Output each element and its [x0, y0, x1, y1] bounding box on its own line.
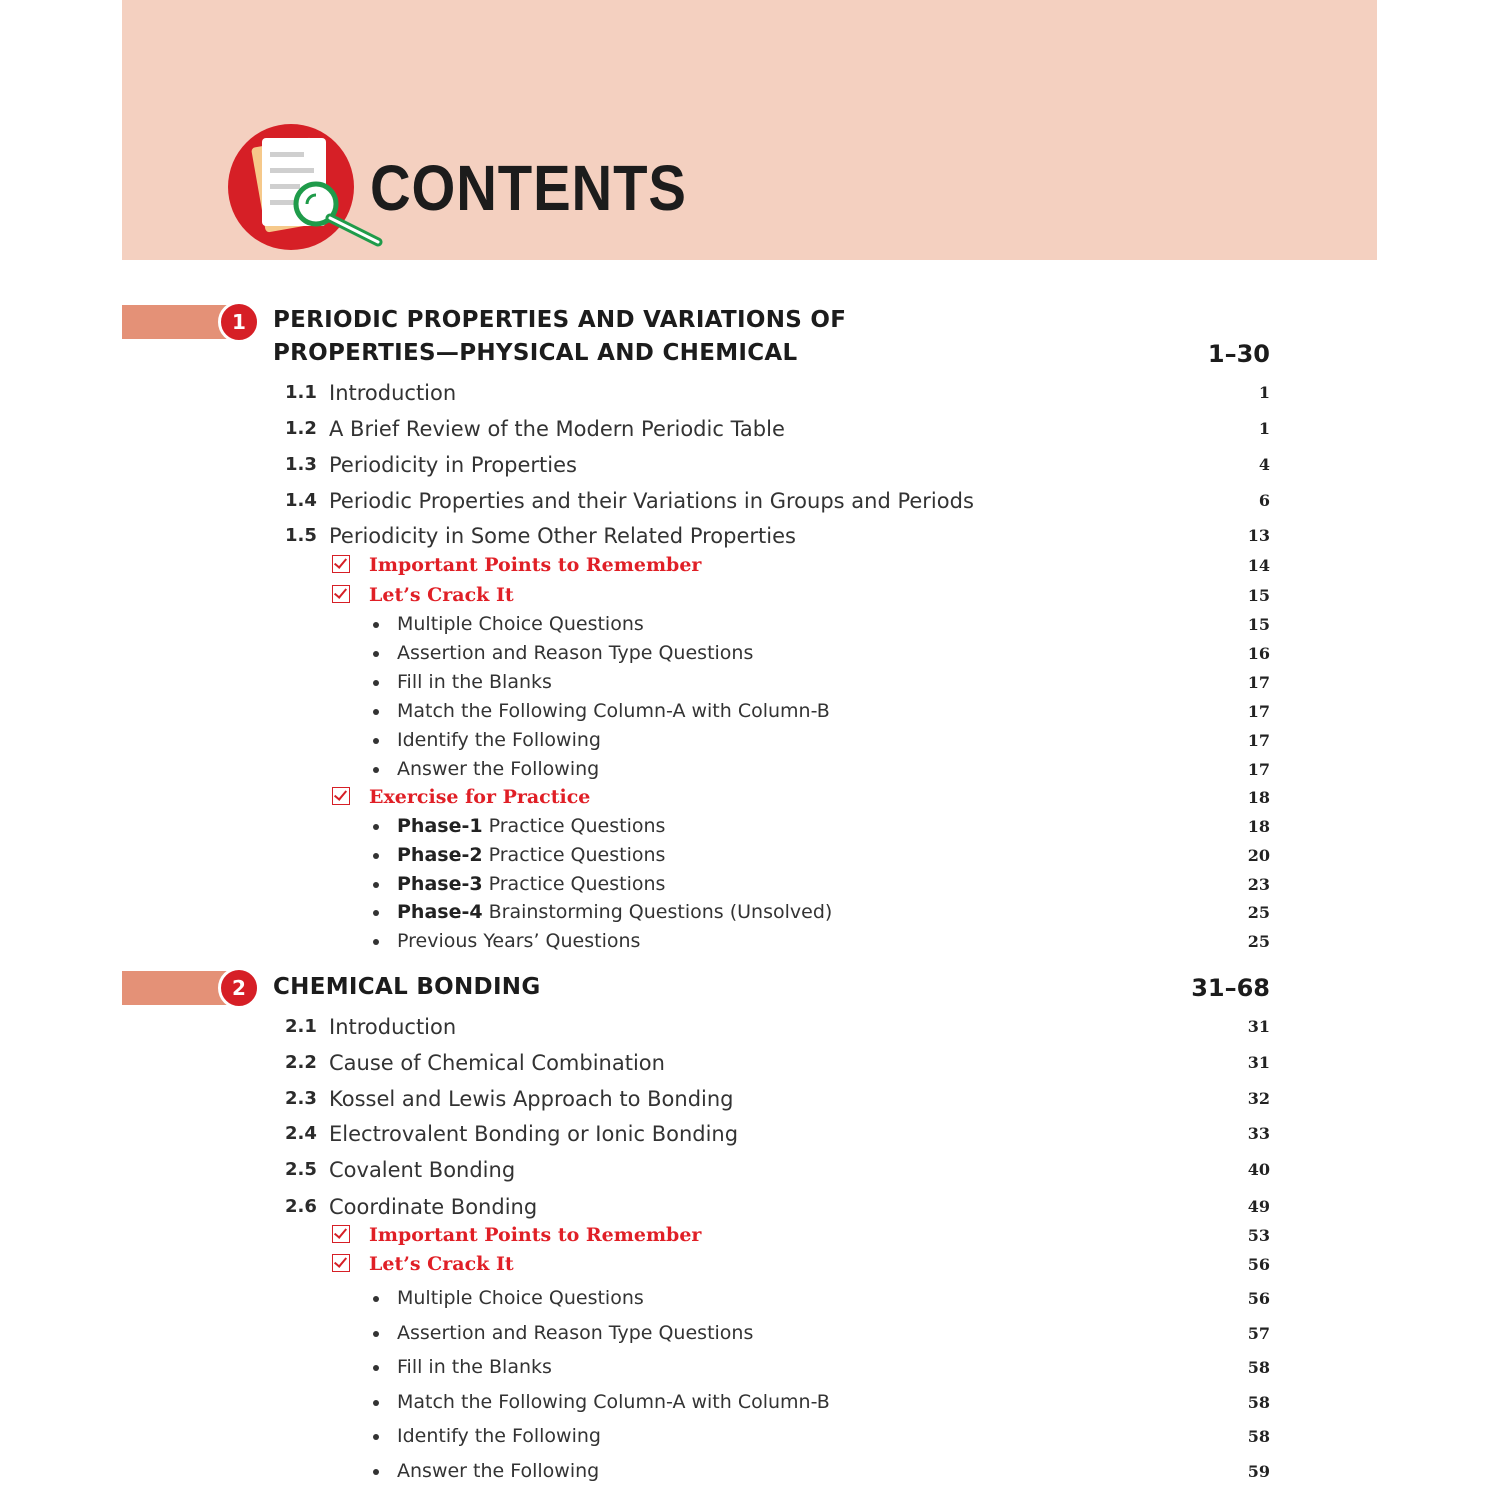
toc-highlight-row[interactable]	[0, 551, 1500, 581]
page-number: 59	[1247, 1462, 1270, 1481]
chapter-number-badge: 1	[218, 301, 260, 343]
section-title: Covalent Bonding	[329, 1158, 516, 1182]
sub-title	[397, 898, 832, 926]
chapter-pages: 31–68	[1191, 974, 1270, 1002]
sub-title: Identify the Following	[397, 729, 601, 751]
sub-title: Match the Following Column-A with Column-B	[397, 700, 830, 722]
section-number: 2.2	[285, 1052, 317, 1073]
page-number: 25	[1247, 932, 1270, 951]
checkbox-icon	[332, 555, 350, 573]
sub-title: Fill in the Blanks	[397, 671, 552, 693]
section-title: Periodic Properties and their Variations in Groups and Periods	[329, 489, 974, 513]
page-number: 20	[1247, 846, 1270, 865]
toc-section-row[interactable]	[0, 450, 1500, 480]
bullet-icon	[373, 1331, 379, 1337]
bullet-icon	[373, 709, 379, 715]
page-number: 17	[1247, 702, 1270, 721]
page-number: 57	[1247, 1324, 1270, 1343]
section-number: 2.3	[285, 1088, 317, 1109]
toc-sub-row[interactable]	[0, 870, 1500, 900]
bullet-icon	[373, 1434, 379, 1440]
sub-title	[397, 812, 665, 840]
sub-title: Multiple Choice Questions	[397, 1287, 644, 1309]
page-number: 1	[1258, 419, 1270, 438]
toc-section-row[interactable]	[0, 486, 1500, 516]
page-number: 13	[1247, 526, 1270, 545]
checkbox-icon	[332, 585, 350, 603]
section-number: 2.5	[285, 1159, 317, 1180]
sub-title: Match the Following Column-A with Column-B	[397, 1391, 830, 1413]
page-number: 15	[1247, 586, 1270, 605]
bullet-icon	[373, 680, 379, 686]
section-title: Kossel and Lewis Approach to Bonding	[329, 1087, 734, 1111]
highlight-title: Important Points to Remember	[369, 1224, 702, 1246]
toc-section-row[interactable]	[0, 1012, 1500, 1042]
toc-sub-row[interactable]	[0, 726, 1500, 756]
toc-sub-row[interactable]	[0, 755, 1500, 785]
sub-title	[397, 870, 665, 898]
toc-section-row[interactable]	[0, 1084, 1500, 1114]
sub-title: Assertion and Reason Type Questions	[397, 1322, 754, 1344]
page-number: 32	[1247, 1089, 1270, 1108]
page-number: 31	[1247, 1053, 1270, 1072]
bullet-icon	[373, 1400, 379, 1406]
sub-title: Previous Years’ Questions	[397, 930, 641, 952]
toc-sub-row[interactable]	[0, 668, 1500, 698]
toc-highlight-row[interactable]	[0, 581, 1500, 611]
bullet-icon	[373, 939, 379, 945]
checkbox-icon	[332, 1254, 350, 1272]
toc-sub-row[interactable]	[0, 1319, 1500, 1349]
sub-title	[397, 841, 665, 869]
bullet-icon	[373, 853, 379, 859]
sub-title: Multiple Choice Questions	[397, 613, 644, 635]
page-number: 49	[1247, 1197, 1270, 1216]
bullet-icon	[373, 651, 379, 657]
toc-sub-row[interactable]	[0, 1422, 1500, 1452]
bullet-icon	[373, 1296, 379, 1302]
page-number: 53	[1247, 1226, 1270, 1245]
chapter-title-line2: PROPERTIES—PHYSICAL AND CHEMICAL	[273, 340, 798, 366]
page-number: 16	[1247, 644, 1270, 663]
toc-sub-row[interactable]	[0, 697, 1500, 727]
sub-title: Answer the Following	[397, 1460, 600, 1482]
section-number: 1.4	[285, 490, 317, 511]
toc-sub-row[interactable]	[0, 610, 1500, 640]
page-number: 6	[1258, 491, 1270, 510]
toc-sub-row[interactable]	[0, 1284, 1500, 1314]
checkbox-icon	[332, 1225, 350, 1243]
chapter-title-line1: CHEMICAL BONDING	[273, 974, 541, 1000]
phase-label: Phase-3	[397, 873, 483, 895]
phase-label: Phase-1	[397, 815, 483, 837]
toc-sub-row[interactable]	[0, 639, 1500, 669]
sub-title: Assertion and Reason Type Questions	[397, 642, 754, 664]
bullet-icon	[373, 738, 379, 744]
page-number: 15	[1247, 615, 1270, 634]
phase-title: Practice Questions	[482, 844, 666, 866]
highlight-title: Important Points to Remember	[369, 554, 702, 576]
section-number: 1.3	[285, 454, 317, 475]
section-title: Periodicity in Some Other Related Properties	[329, 524, 796, 548]
toc-section-row[interactable]	[0, 521, 1500, 551]
toc-section-row[interactable]	[0, 414, 1500, 444]
chapter-title-line1: PERIODIC PROPERTIES AND VARIATIONS OF	[273, 307, 847, 333]
phase-title: Brainstorming Questions (Unsolved)	[482, 901, 833, 923]
page-number: 17	[1247, 760, 1270, 779]
section-number: 1.1	[285, 382, 317, 403]
toc-sub-row[interactable]	[0, 841, 1500, 871]
page-number: 1	[1258, 383, 1270, 402]
toc-sub-row[interactable]	[0, 898, 1500, 928]
bullet-icon	[373, 910, 379, 916]
section-number: 2.4	[285, 1123, 317, 1144]
bullet-icon	[373, 767, 379, 773]
section-number: 1.2	[285, 418, 317, 439]
page-number: 40	[1247, 1160, 1270, 1179]
toc-highlight-row[interactable]	[0, 1221, 1500, 1251]
section-number: 2.1	[285, 1016, 317, 1037]
page-number: 25	[1247, 903, 1270, 922]
sub-title: Answer the Following	[397, 758, 600, 780]
page-number: 4	[1258, 455, 1270, 474]
highlight-title: Let’s Crack It	[369, 1253, 514, 1275]
phase-title: Practice Questions	[482, 873, 666, 895]
bullet-icon	[373, 622, 379, 628]
section-title: Electrovalent Bonding or Ionic Bonding	[329, 1122, 739, 1146]
page-number: 56	[1247, 1289, 1270, 1308]
chapter-tab	[122, 971, 230, 1005]
section-title: Coordinate Bonding	[329, 1195, 538, 1219]
toc-sub-row[interactable]	[0, 927, 1500, 957]
page-number: 18	[1247, 788, 1270, 807]
toc-sub-row[interactable]	[0, 1457, 1500, 1487]
phase-title: Practice Questions	[482, 815, 666, 837]
page-number: 56	[1247, 1255, 1270, 1274]
toc-sub-row[interactable]	[0, 1353, 1500, 1383]
toc-highlight-row[interactable]	[0, 783, 1500, 813]
toc-section-row[interactable]	[0, 1048, 1500, 1078]
page-number: 17	[1247, 731, 1270, 750]
section-number: 1.5	[285, 525, 317, 546]
section-title: Periodicity in Properties	[329, 453, 577, 477]
page-number: 14	[1247, 556, 1270, 575]
section-title: A Brief Review of the Modern Periodic Table	[329, 417, 785, 441]
bullet-icon	[373, 1365, 379, 1371]
page-number: 58	[1247, 1358, 1270, 1377]
section-title: Cause of Chemical Combination	[329, 1051, 665, 1075]
page-number: 31	[1247, 1017, 1270, 1036]
document-magnifier-icon	[228, 124, 388, 254]
toc-sub-row[interactable]	[0, 812, 1500, 842]
toc-section-row[interactable]	[0, 378, 1500, 408]
bullet-icon	[373, 824, 379, 830]
toc-section-row[interactable]	[0, 1119, 1500, 1149]
highlight-title: Let’s Crack It	[369, 584, 514, 606]
toc-highlight-row[interactable]	[0, 1250, 1500, 1280]
chapter-number-badge: 2	[218, 967, 260, 1009]
checkbox-icon	[332, 787, 350, 805]
bullet-icon	[373, 1469, 379, 1475]
chapter-pages: 1–30	[1207, 340, 1270, 368]
toc-sub-row[interactable]	[0, 1388, 1500, 1418]
toc-section-row[interactable]	[0, 1155, 1500, 1185]
section-title: Introduction	[329, 1015, 457, 1039]
section-number: 2.6	[285, 1196, 317, 1217]
phase-label: Phase-4	[397, 901, 483, 923]
page-title: CONTENTS	[370, 152, 687, 224]
toc-section-row[interactable]	[0, 1192, 1500, 1222]
chapter-tab	[122, 305, 230, 339]
bullet-icon	[373, 882, 379, 888]
phase-label: Phase-2	[397, 844, 483, 866]
page-number: 58	[1247, 1427, 1270, 1446]
page-number: 33	[1247, 1124, 1270, 1143]
sub-title: Fill in the Blanks	[397, 1356, 552, 1378]
page-number: 17	[1247, 673, 1270, 692]
section-title: Introduction	[329, 381, 457, 405]
page-number: 58	[1247, 1393, 1270, 1412]
highlight-title: Exercise for Practice	[369, 786, 591, 808]
page-number: 23	[1247, 875, 1270, 894]
page-number: 18	[1247, 817, 1270, 836]
sub-title: Identify the Following	[397, 1425, 601, 1447]
